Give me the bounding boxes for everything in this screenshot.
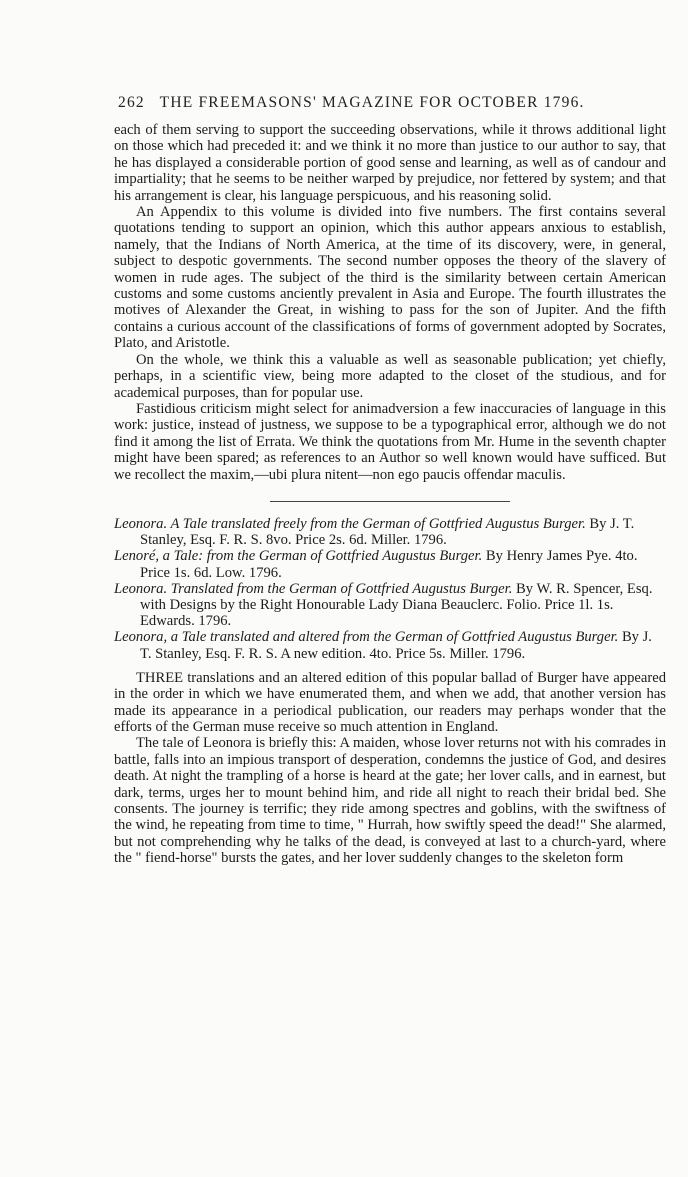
book-title: Leonora. Translated from the German of Gottfried Augustus Burger. [114,580,513,597]
paragraph: On the whole, we think this a valuable as well as seasonable publication; yet chiefly, perhaps, in a scientific view, being more adapted to the closet of the studious, and for academical purposes, than for popular use. [114,351,666,401]
section-divider [270,501,510,502]
paragraph: THREE translations and an altered edition of this popular ballad of Burger have appeared in the order in which we have enumerated them, and when we add, that another version has made its appearance in a periodical publication, our readers may perhaps wonder that the efforts of the German muse receive so much attention in England. [114,669,666,735]
book-title: Leonora, a Tale translated and altered from the German of Gottfried Augustus Burger. [114,629,619,646]
spacer [114,662,666,670]
page-body [114,122,666,867]
book-title: Leonora. A Tale translated freely from the German of Gottfried Augustus Burger. [114,515,586,532]
review-headings [114,516,666,662]
paragraph: The tale of Leonora is briefly this: A maiden, whose lover returns not with his comrades in battle, falls into an impious transport of desperation, condemns the justice of God, and desires death. At night the trampling of a horse is heard at the gate; her lover calls, and in earnest, but dark, terms, urges her to mount behind him, and ride all night to reach their bridal bed. She consents. The journey is terrific; they ride among spectres and goblins, with the swiftness of the wind, he repeating from time to time, " Hurrah, how swiftly speed the dead!" She alarmed, but not comprehending why he talks of the dead, is conveyed at last to a church-yard, where the " fiend-horse" bursts the gates, and her lover suddenly changes to the skeleton form [114,735,666,867]
book-details: By J. T. Stanley, Esq. F. R. S. 8vo. Price 2s. 6d. Miller. 1796. [140,515,635,549]
book-entry [114,548,666,580]
book-entry [114,516,666,548]
paragraph: each of them serving to support the succeeding observations, while it throws additional light on those which had preceded it: and we think it no more than justice to our author to say, that he has displayed a considerable portion of good sense and learning, as well as of candour and impartiality; that he seems to be neither warped by prejudice, nor fettered by system; and that his arrangement is clear, his language perspicuous, and his reasoning solid. [114,122,666,204]
page-number: 262 [118,94,145,111]
paragraph: Fastidious criticism might select for animadversion a few inaccuracies of language in this work: justice, instead of justness, we suppose to be a typographical error, although we do not find it among the list of Errata. We think the quotations from Mr. Hume in the seventh chapter might have been spared; as references to an Author so well known would have sufficed. But we recollect the maxim,—ubi plura nitent—non ego paucis offendar maculis. [114,400,666,483]
review-continuation [114,122,666,483]
book-entry [114,629,666,661]
book-details: By W. R. Spencer, Esq. with Designs by the Right Honourable Lady Diana Beauclerc. Folio. Price 1l. 1s. Edwards. 1796. [140,580,653,630]
book-title: Lenoré, a Tale: from the German of Gottfried Augustus Burger. [114,548,483,565]
book-details: By Henry James Pye. 4to. Price 1s. 6d. Low. 1796. [140,548,638,581]
running-title: THE FREEMASONS' MAGAZINE FOR OCTOBER 1796. [159,94,585,111]
paragraph: An Appendix to this volume is divided into five numbers. The first contains several quotations tending to support an opinion, which this author appears anxious to establish, namely, that the Indians of North America, at the time of its discovery, were, in general, subject to despotic governments. The second number opposes the theory of the slavery of women in rude ages. The subject of the third is the similarity between certain American customs and some customs anciently prevalent in Asia and Europe. The fourth illustrates the motives of Alexander the Great, in wishing to pass for the son of Jupiter. And the fifth contains a curious account of the classifications of forms of government adopted by Socrates, Plato, and Aristotle. [114,204,666,352]
book-entry [114,581,666,630]
running-header [118,94,588,112]
leonora-review [114,670,666,867]
book-details: By J. T. Stanley, Esq. F. R. S. A new edition. 4to. Price 5s. Miller. 1796. [140,629,652,662]
